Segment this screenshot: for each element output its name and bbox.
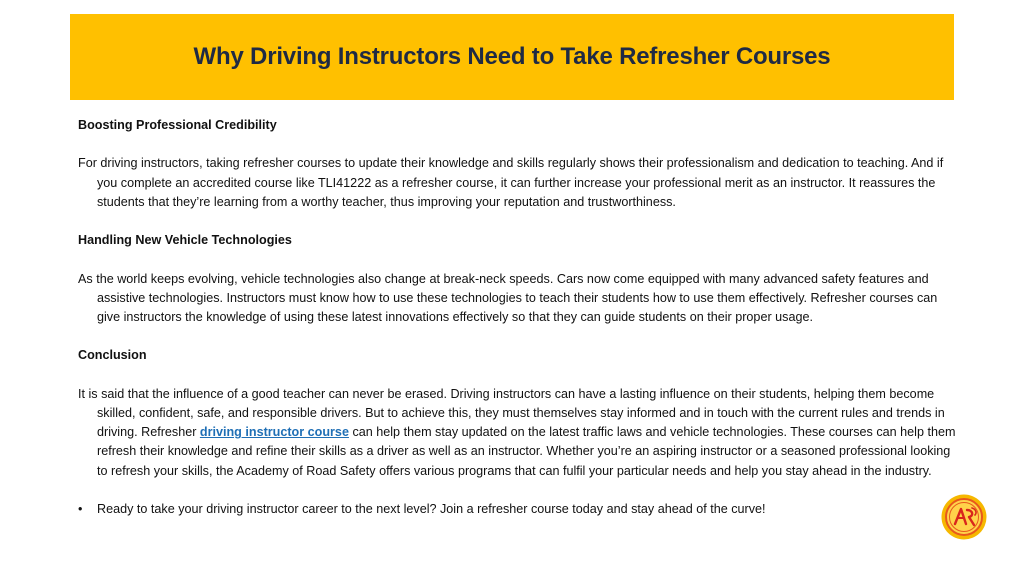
section-paragraph-credibility: For driving instructors, taking refresher courses to update their knowledge and skills regularly shows their professionalism and dedication to teaching. And if you complete an accredited course like TLI41222 as a refresher course, it can further increase your professional merit as an instructor. It reassures the students that they’re learning from a worthy teacher, thus improving your reputation and trustworthiness. (78, 156, 944, 209)
title-banner (70, 14, 954, 100)
bullet-icon: • (78, 501, 83, 516)
call-to-action-text: Ready to take your driving instructor career to the next level? Join a refresher course today and stay ahead of the curve! (97, 501, 766, 516)
section-paragraph-vehicle-tech: As the world keeps evolving, vehicle technologies also change at break-neck speeds. Cars now come equipped with many advanced safety features and assistive technologies. Instructors must know how to use these technologies to teach their students how to use them effectively. Refresher courses can give instructors the knowledge of using these latest innovations effectively so that they can guide students on their proper usage. (78, 271, 938, 324)
section-heading-conclusion: Conclusion (78, 348, 147, 363)
page-title: Why Driving Instructors Need to Take Refresher Courses (193, 43, 831, 70)
section-paragraph-conclusion (78, 385, 958, 481)
content-body (78, 116, 958, 519)
section-heading-vehicle-tech: Handling New Vehicle Technologies (78, 233, 292, 248)
driving-instructor-course-link[interactable]: driving instructor course (199, 425, 349, 440)
conclusion-text-before-link: It is said that the influence of a good teacher can never be erased. Driving instructors can have a lasting influence on their students, helping them become skilled, confident, safe, and responsible drivers. But to achieve this, they must themselves stay informed and in touch with the current rules and trends in driving. Refresher (78, 386, 945, 440)
academy-road-safety-logo-icon (941, 494, 987, 540)
list-item (78, 500, 958, 519)
section-heading-credibility: Boosting Professional Credibility (78, 118, 277, 132)
conclusion-text-after-link: can help them stay updated on the latest traffic laws and vehicle technologies. These courses can help them refresh their knowledge and refine their skills as a driver as well as an instructor. Whether you’re an aspiring instructor or a seasoned professional looking to refresh your skills, the Academy of Road Safety offers various programs that can fulfil your particular needs and help you stay ahead in the industry. (97, 425, 956, 478)
